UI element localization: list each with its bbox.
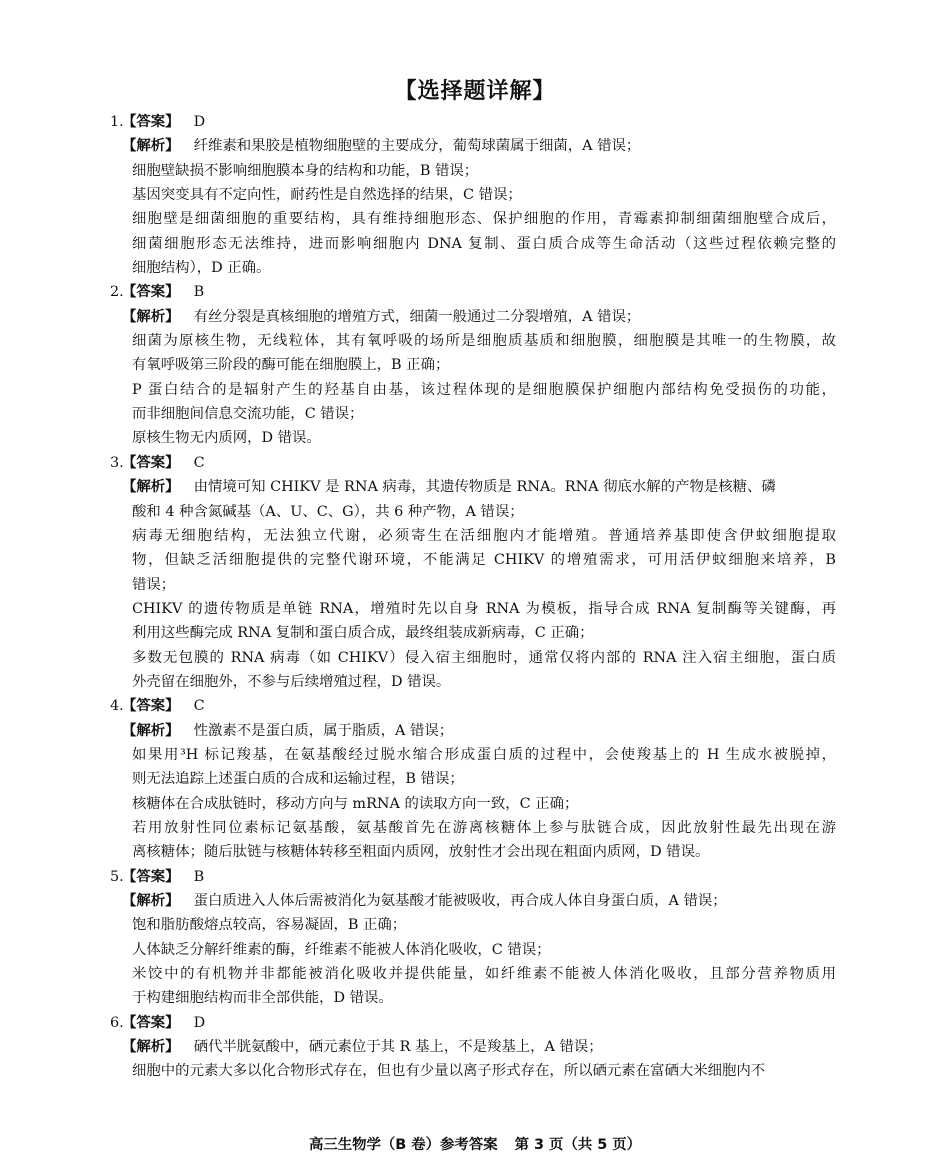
explanation-text: 性激素不是蛋白质，属于脂质，A 错误； bbox=[193, 722, 454, 739]
answer-tag: 【答案】 bbox=[122, 1014, 180, 1031]
answer-tag: 【答案】 bbox=[122, 698, 180, 715]
question-block bbox=[110, 280, 836, 450]
page-footer bbox=[0, 1133, 950, 1154]
explanation-line: 若用放射性同位素标记氨基酸，氨基酸首先在游离核糖体上参与肽链合成，因此放射性最先出现在游 bbox=[132, 819, 836, 836]
explanation-line: 利用这些酶完成 RNA 复制和蛋白质合成，最终组装成新病毒，C 正确； bbox=[132, 625, 594, 642]
explanation-text: 纤维素和果胶是植物细胞壁的主要成分，葡萄球菌属于细菌，A 错误； bbox=[193, 138, 641, 155]
explanation-line: 细菌为原核生物，无线粒体，其有氧呼吸的场所是细胞质基质和细胞膜，细胞膜是其唯一的生物膜，故 bbox=[132, 333, 836, 350]
question-number: 4. bbox=[110, 698, 124, 715]
answer-line bbox=[110, 1011, 836, 1035]
analysis-line bbox=[110, 1035, 836, 1059]
question-block bbox=[110, 865, 836, 1011]
explanation-line: 细胞壁是细菌细胞的重要结构，具有维持细胞形态、保护细胞的作用，青霉素抑制细菌细胞壁合成后， bbox=[132, 211, 836, 228]
explanation-line: P 蛋白结合的是辐射产生的羟基自由基，该过程体现的是细胞膜保护细胞内部结构免受损伤的功能， bbox=[132, 381, 836, 398]
answer-content bbox=[110, 110, 836, 1084]
explanation-line: 如果用³H 标记羧基，在氨基酸经过脱水缩合形成蛋白质的过程中，会使羧基上的 H 生成水被脱掉， bbox=[132, 746, 836, 763]
explanation-line: 而非细胞间信息交流功能，C 错误； bbox=[132, 406, 364, 423]
explanation-line: 细胞结构），D 正确。 bbox=[132, 260, 271, 277]
answer-value: D bbox=[193, 1014, 206, 1031]
answer-value: B bbox=[193, 284, 205, 301]
answer-tag: 【答案】 bbox=[122, 114, 180, 130]
analysis-tag: 【解析】 bbox=[122, 722, 180, 739]
explanation-line: 米饺中的有机物并非都能被消化吸收并提供能量，如纤维素不能被人体消化吸收，且部分营养物质用 bbox=[132, 966, 836, 983]
explanation-line: 细胞中的元素大多以化合物形式存在，但也有少量以离子形式存在，所以硒元素在富硒大米细胞内不 bbox=[132, 1063, 766, 1080]
question-block bbox=[110, 110, 836, 280]
question-block bbox=[110, 1011, 836, 1084]
answer-tag: 【答案】 bbox=[122, 868, 180, 885]
explanation-text: 蛋白质进入人体后需被消化为氨基酸才能被吸收，再合成人体自身蛋白质，A 错误； bbox=[193, 893, 727, 909]
page-title: 【选择题详解】 bbox=[394, 79, 556, 104]
analysis-line bbox=[110, 719, 836, 743]
explanation-line: 细胞壁缺损不影响细胞膜本身的结构和功能，B 错误； bbox=[132, 162, 479, 179]
explanation-line: 原核生物无内质网，D 错误。 bbox=[132, 430, 321, 447]
answer-tag: 【答案】 bbox=[122, 454, 180, 471]
analysis-tag: 【解析】 bbox=[122, 479, 180, 496]
explanation-line: 多数无包膜的 RNA 病毒（如 CHIKV）侵入宿主细胞时，通常仅将内部的 RNA 注入宿主细胞，蛋白质 bbox=[132, 649, 836, 666]
explanation-text: 有丝分裂是真核细胞的增殖方式，细菌一般通过二分裂增殖，A 错误； bbox=[193, 308, 641, 325]
explanation-line: 核糖体在合成肽链时，移动方向与 mRNA 的读取方向一致，C 正确； bbox=[132, 795, 579, 812]
explanation-line: 则无法追踪上述蛋白质的合成和运输过程，B 错误； bbox=[132, 771, 464, 788]
analysis-line bbox=[110, 134, 836, 158]
answer-value: C bbox=[193, 454, 205, 471]
footer-subject: 高三生物学（B 卷）参考答案 bbox=[308, 1137, 498, 1153]
analysis-tag: 【解析】 bbox=[122, 308, 180, 325]
analysis-tag: 【解析】 bbox=[122, 1039, 180, 1056]
explanation-line: 病毒无细胞结构，无法独立代谢，必须寄生在活细胞内才能增殖。普通培养基即使含伊蚊细胞提取 bbox=[132, 527, 836, 544]
answer-value: B bbox=[193, 868, 205, 885]
question-number: 6. bbox=[110, 1014, 124, 1031]
analysis-tag: 【解析】 bbox=[122, 138, 180, 155]
question-number: 2. bbox=[110, 284, 124, 301]
analysis-line bbox=[110, 475, 836, 499]
explanation-line: 酸和 4 种含氮碱基（A、U、C、G），共 6 种产物，A 错误； bbox=[132, 503, 524, 520]
explanation-line: CHIKV 的遗传物质是单链 RNA，增殖时先以自身 RNA 为模板，指导合成 RNA 复制酶等关键酶，再 bbox=[132, 600, 836, 617]
answer-line bbox=[110, 451, 836, 475]
question-block bbox=[110, 694, 836, 864]
answer-tag: 【答案】 bbox=[122, 284, 180, 301]
answer-line bbox=[110, 280, 836, 304]
analysis-line bbox=[110, 305, 836, 329]
answer-value: C bbox=[193, 698, 205, 715]
answer-line bbox=[110, 694, 836, 718]
question-number: 3. bbox=[110, 454, 124, 471]
explanation-line: 有氧呼吸第三阶段的酶可能在细胞膜上，B 正确； bbox=[132, 357, 450, 374]
question-number: 5. bbox=[110, 868, 124, 885]
question-number: 1. bbox=[110, 114, 124, 130]
explanation-text: 由情境可知 CHIKV 是 RNA 病毒，其遗传物质是 RNA。RNA 彻底水解的产物是核糖、磷 bbox=[193, 479, 776, 496]
explanation-line: 人体缺乏分解纤维素的酶，纤维素不能被人体消化吸收，C 错误； bbox=[132, 941, 551, 958]
explanation-line: 于构建细胞结构而非全部供能，D 错误。 bbox=[132, 990, 393, 1007]
analysis-line bbox=[110, 889, 836, 913]
answer-line bbox=[110, 110, 836, 134]
footer-page-number: 第 3 页（共 5 页） bbox=[514, 1137, 642, 1153]
explanation-line: 错误； bbox=[132, 576, 176, 593]
question-block bbox=[110, 451, 836, 694]
explanation-line: 细菌细胞形态无法维持，进而影响细胞内 DNA 复制、蛋白质合成等生命活动（这些过程依赖完整的 bbox=[132, 235, 836, 252]
explanation-line: 物，但缺乏活细胞提供的完整代谢环境，不能满足 CHIKV 的增殖需求，可用活伊蚊细胞来培养，B bbox=[132, 552, 836, 569]
analysis-tag: 【解析】 bbox=[122, 893, 180, 909]
answer-value: D bbox=[193, 114, 206, 130]
answer-line bbox=[110, 865, 836, 889]
explanation-line: 基因突变具有不定向性，耐药性是自然选择的结果，C 错误； bbox=[132, 187, 522, 204]
explanation-line: 饱和脂肪酸熔点较高，容易凝固，B 正确； bbox=[132, 917, 407, 934]
explanation-text: 硒代半胱氨酸中，硒元素位于其 R 基上，不是羧基上，A 错误； bbox=[193, 1039, 603, 1056]
explanation-line: 外壳留在细胞外，不参与后续增殖过程，D 错误。 bbox=[132, 673, 451, 690]
explanation-line: 离核糖体；随后肽链与核糖体转移至粗面内质网，放射性才会出现在粗面内质网，D 错误。 bbox=[132, 844, 710, 861]
